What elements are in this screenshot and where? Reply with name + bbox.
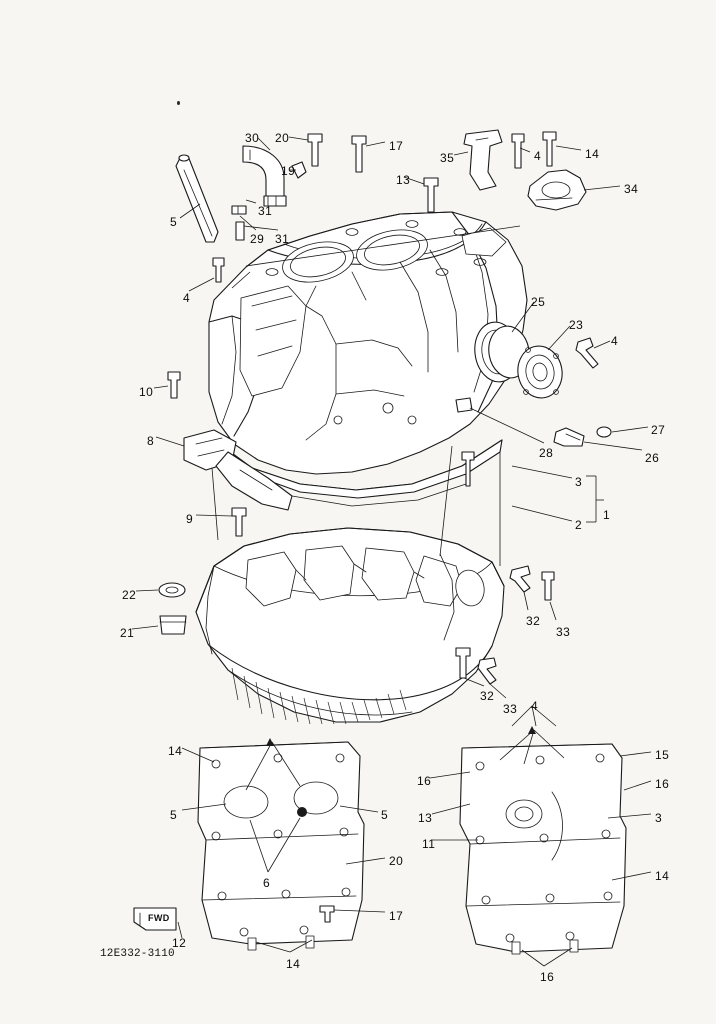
- top-view-left: [198, 742, 364, 950]
- callout-14c: 14: [655, 869, 670, 883]
- callout-30: 30: [245, 131, 260, 145]
- callout-19: 19: [281, 164, 296, 178]
- callout-1: 1: [603, 508, 611, 522]
- callout-2a: 2: [575, 518, 583, 532]
- callout-16c: 16: [540, 970, 555, 984]
- callout-4c: 4: [531, 699, 539, 713]
- callout-8: 8: [147, 434, 155, 448]
- callout-32a: 32: [526, 614, 541, 628]
- callout-25: 25: [531, 295, 546, 309]
- callout-28: 28: [539, 446, 554, 460]
- part-number-label: 12E332-3110: [100, 948, 175, 960]
- callout-5a: 5: [170, 215, 178, 229]
- top-view-right: [460, 744, 626, 954]
- callout-13b: 13: [418, 811, 433, 825]
- callout-16b: 16: [655, 777, 670, 791]
- callout-17a: 17: [389, 139, 404, 153]
- callout-14b: 14: [168, 744, 183, 758]
- fwd-label: FWD: [148, 913, 170, 923]
- callout-35: 35: [440, 151, 455, 165]
- callout-27: 27: [651, 423, 666, 437]
- callout-32b: 32: [480, 689, 495, 703]
- cover-part-23: [485, 323, 598, 402]
- callout-33a: 33: [556, 625, 571, 639]
- callout-10: 10: [139, 385, 154, 399]
- callout-22: 22: [122, 588, 137, 602]
- callout-12: 12: [172, 936, 187, 950]
- callout-20b: 20: [389, 854, 404, 868]
- callout-26: 26: [645, 451, 660, 465]
- breather-pipe-part-5: [176, 155, 218, 242]
- breather-cover-part-34: [528, 170, 586, 210]
- drain-parts: [159, 583, 186, 634]
- dust-speck: [177, 101, 180, 105]
- callout-4d: 4: [611, 334, 619, 348]
- callout-4a: 4: [534, 149, 542, 163]
- callout-5b: 5: [170, 808, 178, 822]
- callout-31a: 31: [258, 204, 273, 218]
- callout-4b: 4: [183, 291, 191, 305]
- callout-6: 6: [263, 876, 271, 890]
- callout-14a: 14: [585, 147, 600, 161]
- callout-14d: 14: [286, 957, 301, 971]
- left-small-parts: [168, 372, 180, 398]
- callout-31b: 31: [275, 232, 290, 246]
- callout-15: 15: [655, 748, 670, 762]
- callout-3b: 3: [655, 811, 663, 825]
- callout-23: 23: [569, 318, 584, 332]
- callout-5c: 5: [381, 808, 389, 822]
- callout-17b: 17: [389, 909, 404, 923]
- callout-3a: 3: [575, 475, 583, 489]
- callout-9: 9: [186, 512, 194, 526]
- callout-11: 11: [422, 837, 436, 851]
- callout-29: 29: [250, 232, 265, 246]
- callout-13a: 13: [396, 173, 411, 187]
- callout-34: 34: [624, 182, 639, 196]
- callout-20a: 20: [275, 131, 290, 145]
- callout-16a: 16: [417, 774, 432, 788]
- callout-21: 21: [120, 626, 135, 640]
- lower-crankcase-group: [196, 528, 504, 724]
- callout-33b: 33: [503, 702, 518, 716]
- upper-crankcase-group: [184, 212, 527, 510]
